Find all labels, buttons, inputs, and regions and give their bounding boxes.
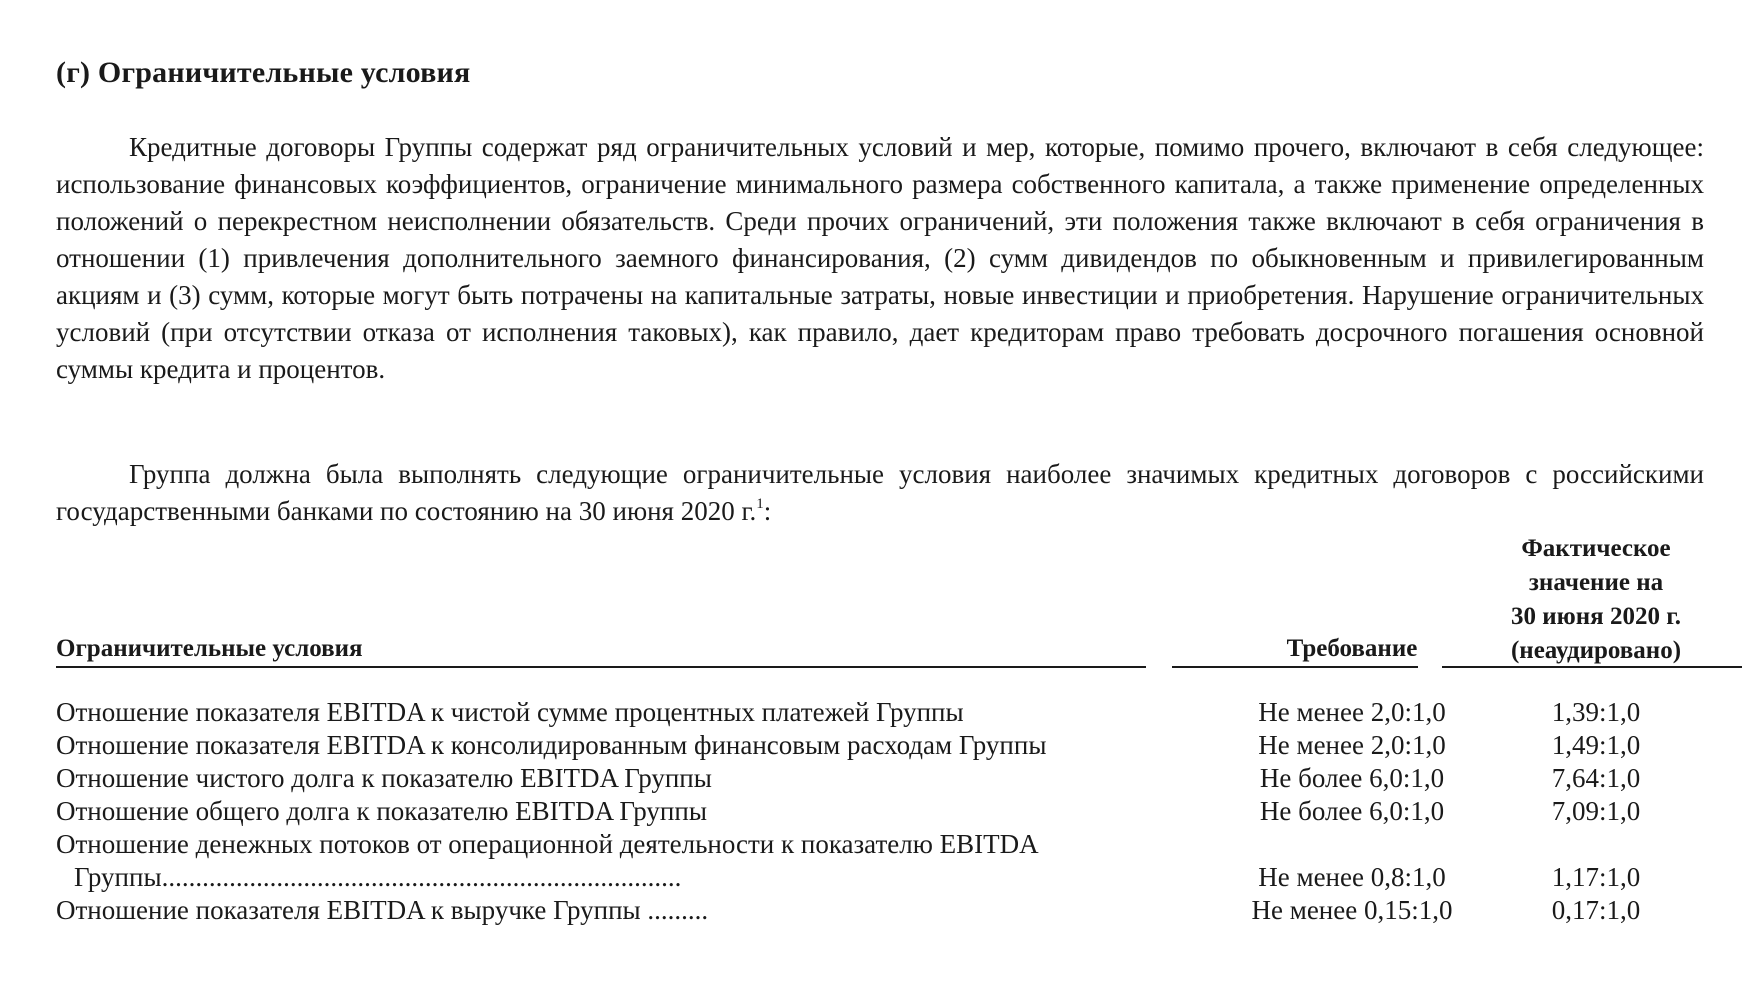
row-requirement: Не более 6,0:1,0 (1259, 796, 1445, 826)
section-heading: (г) Ограничительные условия (56, 56, 471, 89)
header-actual-line: значение на (1528, 569, 1664, 596)
row-label: Отношение показателя EBITDA к чистой сумме процентных платежей Группы (56, 697, 964, 727)
row-actual: 0,17:1,0 (1551, 895, 1641, 925)
header-underline-requirement (1172, 666, 1418, 668)
row-label: Отношение денежных потоков от операционной деятельности к показателю EBITDA (56, 829, 1039, 859)
table-row (56, 860, 1706, 894)
header-underline-condition (56, 666, 1146, 668)
header-underline-actual (1442, 666, 1742, 668)
header-actual-line: 30 июня 2020 г. (1511, 603, 1681, 630)
table-row (56, 695, 1706, 729)
header-actual (1446, 532, 1746, 668)
row-requirement: Не менее 2,0:1,0 (1258, 730, 1446, 760)
row-requirement: Не более 6,0:1,0 (1259, 763, 1445, 793)
row-actual: 1,49:1,0 (1551, 730, 1641, 760)
paragraph-covenants-list-intro (56, 456, 1704, 530)
header-requirement: Требование (1286, 635, 1418, 662)
table-row (56, 893, 1706, 927)
row-label: Отношение чистого долга к показателю EBITDA Группы (56, 763, 712, 793)
table-row (56, 761, 1706, 795)
table-row (56, 827, 1706, 861)
row-requirement: Не менее 0,8:1,0 (1258, 862, 1446, 892)
row-label: Отношение общего долга к показателю EBITDA Группы (56, 796, 707, 826)
table-row (56, 794, 1706, 828)
table-row (56, 728, 1706, 762)
row-label: Отношение показателя EBITDA к консолидированным финансовым расходам Группы (56, 730, 1047, 760)
footnote-mark: 1 (756, 496, 764, 512)
header-actual-line: Фактическое (1521, 535, 1671, 562)
row-actual: 7,64:1,0 (1551, 763, 1641, 793)
paragraph-covenants-intro: Кредитные договоры Группы содержат ряд ограничительных условий и мер, которые, помимо прочего, включают в себя следующее: использование финансовых коэффициентов, ограничение минимального размера собственного капитала, а также применение определенных положений о перекрестном неисполнении обязательств. Среди прочих ограничений, эти положения также включают в себя ограничения в отношении (1) привлечения дополнительного заемного финансирования, (2) сумм дивидендов по обыкновенным и привилегированным акциям и (3) сумм, которые могут быть потрачены на капитальные затраты, новые инвестиции и приобретения. Нарушение ограничительных условий (при отсутствии отказа от исполнения таковых), как правило, дает кредиторам право требовать досрочного погашения основной суммы кредита и процентов. (56, 132, 1704, 384)
row-actual: 1,17:1,0 (1551, 862, 1641, 892)
row-label-continuation: Группы............................................................................. (74, 862, 682, 892)
header-condition: Ограничительные условия (56, 635, 363, 662)
row-actual: 1,39:1,0 (1551, 697, 1641, 727)
row-label: Отношение показателя EBITDA к выручке Группы ......... (56, 895, 709, 925)
row-actual: 7,09:1,0 (1551, 796, 1641, 826)
paragraph-text: Группа должна была выполнять следующие ограничительные условия наиболее значимых кредитных договоров с российскими государственными банками по состоянию на 30 июня 2020 г. (56, 459, 1704, 526)
row-requirement: Не менее 0,15:1,0 (1251, 895, 1453, 925)
row-requirement: Не менее 2,0:1,0 (1258, 697, 1446, 727)
header-actual-line: (неаудировано) (1510, 637, 1682, 664)
paragraph-end: : (763, 496, 772, 526)
